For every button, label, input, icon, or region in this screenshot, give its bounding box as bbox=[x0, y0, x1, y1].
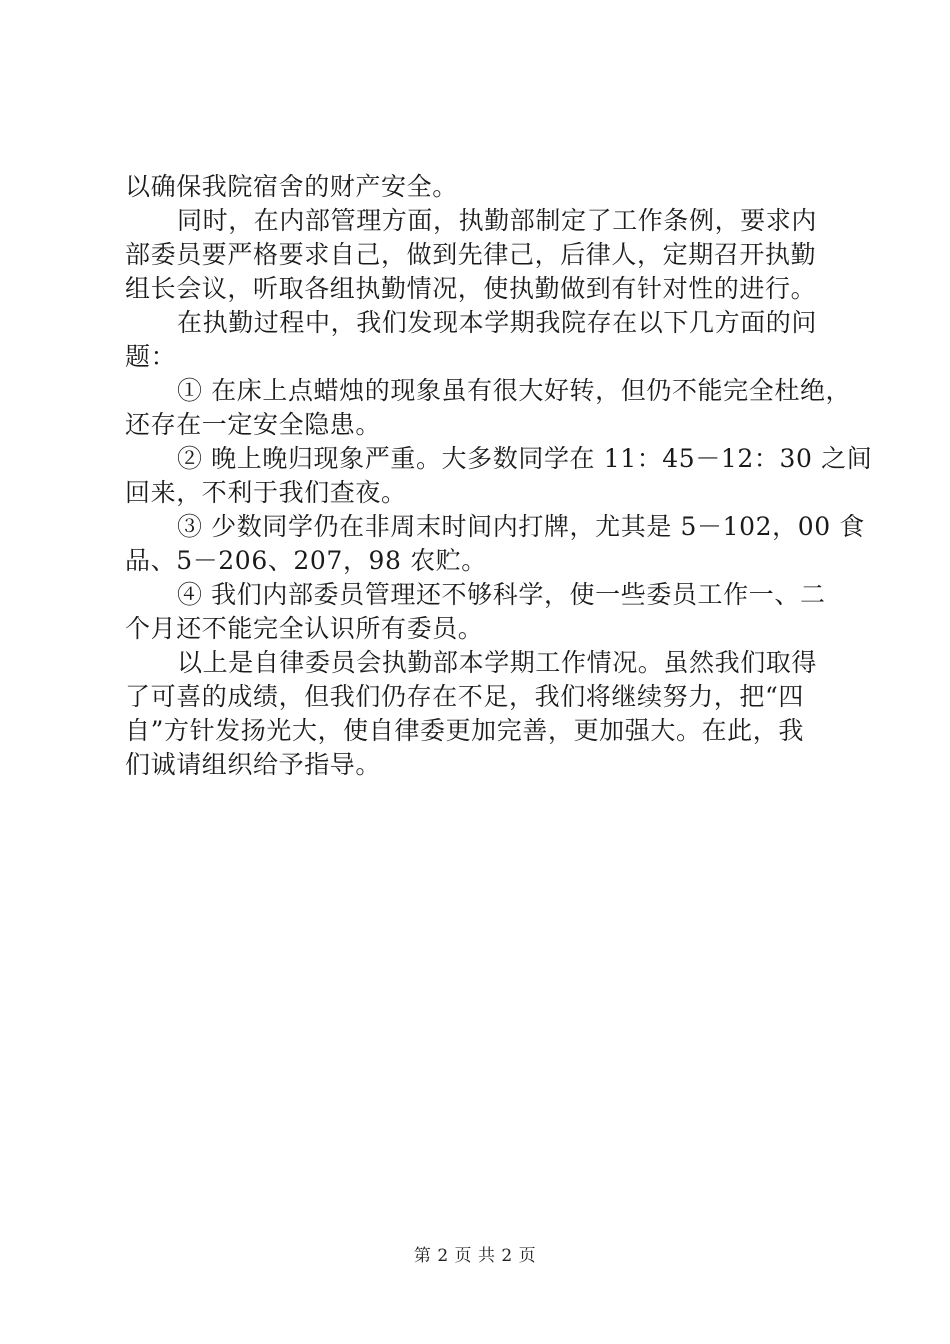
body-line-11: ③ 少数同学仍在非周末时间内打牌，尤其是 5－102，00 食 bbox=[177, 512, 865, 541]
body-line-15: 以上是自律委员会执勤部本学期工作情况。虽然我们取得 bbox=[177, 648, 818, 677]
body-line-4: 组长会议，听取各组执勤情况，使执勤做到有针对性的进行。 bbox=[125, 274, 817, 303]
body-line-14: 个月还不能完全认识所有委员。 bbox=[125, 614, 484, 643]
body-line-16: 了可喜的成绩，但我们仍存在不足，我们将继续努力，把“四 bbox=[125, 682, 804, 711]
body-line-1: 以确保我院宿舍的财产安全。 bbox=[125, 172, 458, 201]
body-line-5: 在执勤过程中，我们发现本学期我院存在以下几方面的问 bbox=[177, 308, 818, 337]
body-line-18: 们诚请组织给予指导。 bbox=[125, 750, 382, 779]
body-line-2: 同时，在内部管理方面，执勤部制定了工作条例，要求内 bbox=[177, 206, 818, 235]
body-line-9: ② 晚上晚归现象严重。大多数同学在 11：45－12：30 之间 bbox=[177, 444, 873, 473]
body-line-10: 回来，不利于我们查夜。 bbox=[125, 478, 407, 507]
body-line-3: 部委员要严格要求自己，做到先律己，后律人，定期召开执勤 bbox=[125, 240, 817, 269]
body-line-7: ① 在床上点蜡烛的现象虽有很大好转，但仍不能完全杜绝， bbox=[177, 376, 852, 405]
body-line-6: 题： bbox=[125, 342, 177, 371]
body-line-8: 还存在一定安全隐患。 bbox=[125, 410, 382, 439]
body-line-17: 自”方针发扬光大，使自律委更加完善，更加强大。在此，我 bbox=[125, 716, 804, 745]
body-line-12: 品、5－206、207，98 农贮。 bbox=[125, 546, 487, 575]
document-body bbox=[125, 170, 873, 782]
body-line-13: ④ 我们内部委员管理还不够科学，使一些委员工作一、二 bbox=[177, 580, 826, 609]
page-number-footer: 第 2 页 共 2 页 bbox=[413, 1246, 537, 1266]
